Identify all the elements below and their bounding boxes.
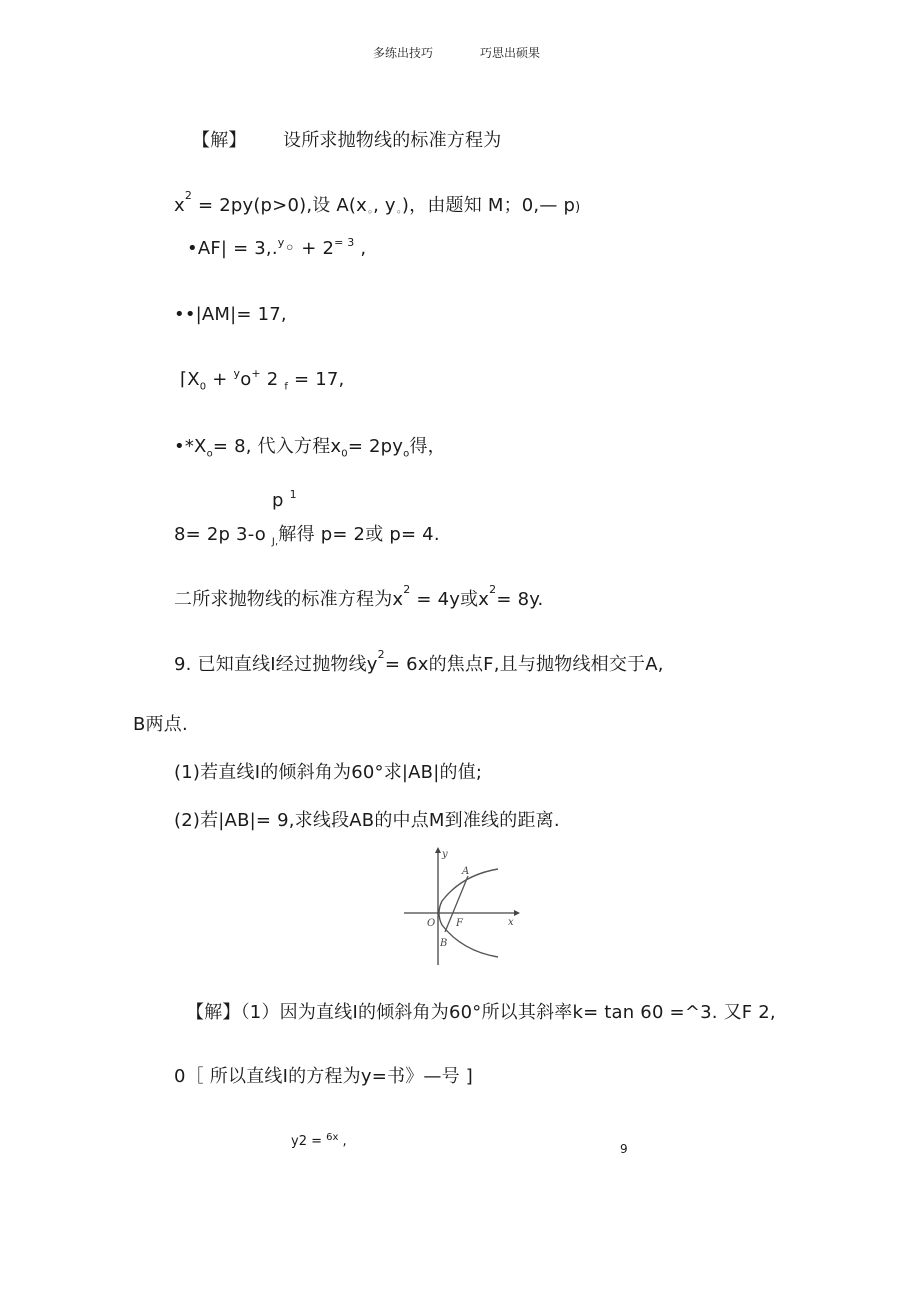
equation-line-5: $•*X_o= 8$, 代入方程$x_0= 2py_o$得，: [174, 436, 446, 460]
equation-line-1: $x^2 = 2py(p>0)$,设 $A(x_◦$, $y_◦$)，由题知 M；0,— p): [174, 189, 581, 219]
conclusion-line: 二所求抛物线的标准方程为$x^2 = 4y$或$x^2= 8y$.: [174, 583, 544, 610]
problem-9-line-1: 9. 已知直线I经过抛物线$y^2= 6x$的焦点F,且与抛物线相交于A,: [174, 648, 664, 675]
label-o: O: [427, 918, 436, 929]
equation-line-2: •AF| = 3,.$^y$◦ + $2^{= 3}$ ,: [187, 236, 367, 259]
label-y: y: [442, 849, 448, 860]
solution-2-line-2: 0［ 所以直线I的方程为y=书》—号 ]: [174, 1066, 473, 1087]
fraction-top: p $^1$: [272, 488, 297, 511]
parabola-figure: [400, 845, 520, 967]
solution-intro: 设所求抛物线的标准方程为: [283, 130, 502, 151]
label-f: F: [456, 918, 463, 929]
label-x: x: [508, 917, 514, 928]
equation-line-6: 8= 2p 3-o $_{J,}$解得 p= 2或 p= 4.: [174, 524, 440, 548]
equation-line-3: ••|AM|= 17,: [174, 304, 287, 325]
y-axis-arrow: [435, 847, 441, 853]
equation-line-4: $⌈X_0 + ^yo^+$ 2 $_f$ = 17,: [180, 367, 345, 393]
problem-9-question-1: (1)若直线I的倾斜角为60°求|AB|的值;: [174, 762, 483, 783]
label-a: A: [462, 866, 470, 877]
x-axis-arrow: [514, 910, 520, 916]
solution-tag: 【解】: [192, 130, 247, 151]
header-left: 多练出技巧: [373, 46, 434, 60]
label-b: B: [440, 938, 448, 949]
problem-9-line-2: B两点.: [133, 714, 188, 735]
problem-9-question-2: (2)若|AB|= 9,求线段AB的中点M到准线的距离.: [174, 810, 560, 831]
solution-2-line-1: 【解】（1）因为直线I的倾斜角为60°所以其斜率k= tan 60 =^3. 又F 2,: [186, 1002, 776, 1023]
equation-y2-6x: y2 = $^{6x}$ ,: [291, 1132, 347, 1149]
page-number: 9: [620, 1142, 628, 1156]
header-right: 巧思出硕果: [480, 46, 541, 60]
